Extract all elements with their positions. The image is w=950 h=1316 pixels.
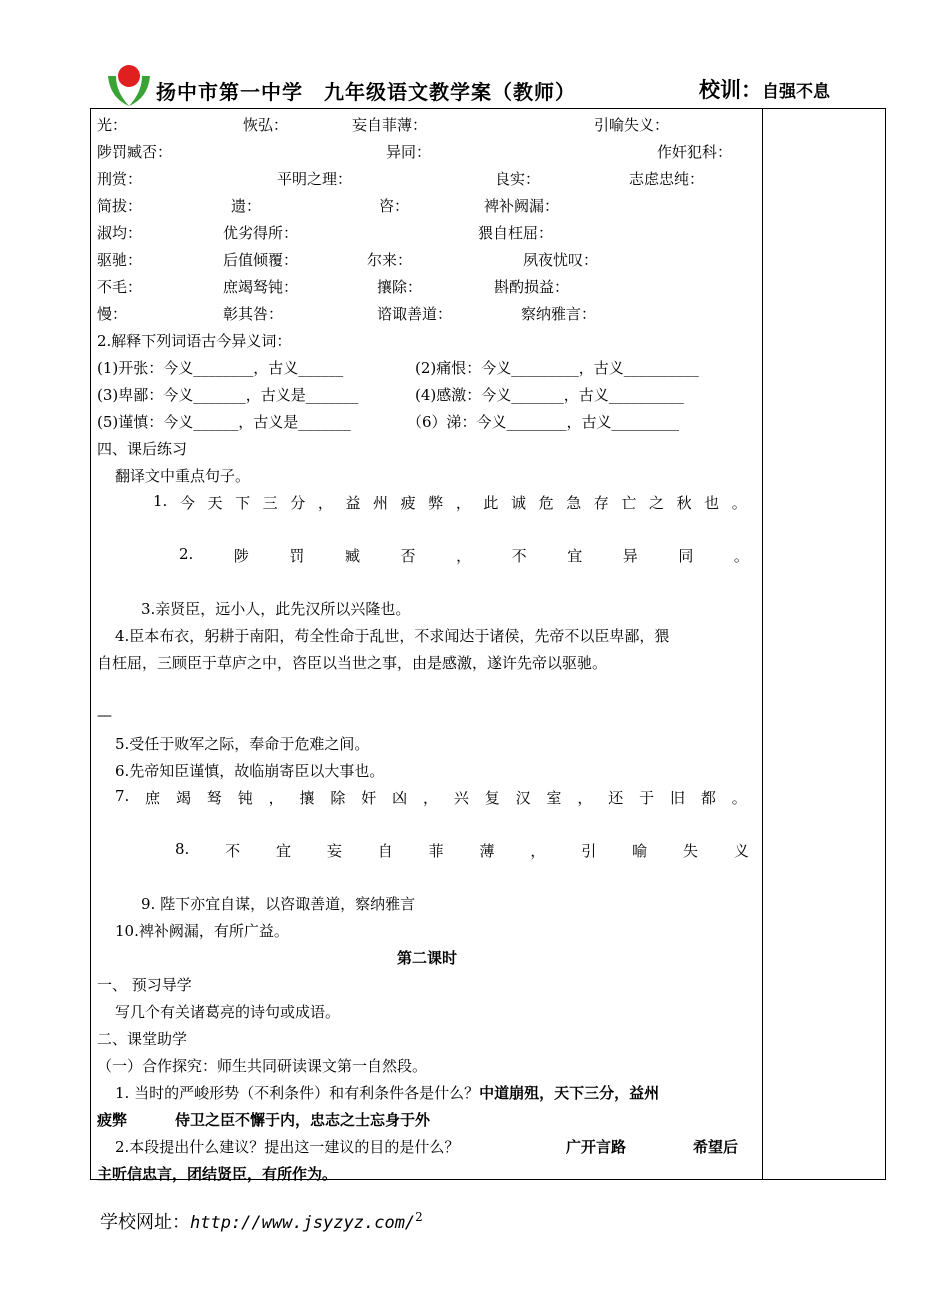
- char: 否: [400, 547, 416, 565]
- q2-item: (2)痛恨：今义_________，古义__________: [415, 359, 699, 377]
- vocab-item: 彰其咎：: [223, 305, 284, 323]
- question-1-answer: 中道崩殂，天下三分，益州: [479, 1084, 660, 1102]
- char: 此: [483, 494, 499, 512]
- sentence-4-line-2: 自枉屈，三顾臣于草庐之中，咨臣以当世之事，由是感激，遂许先帝以驱驰。: [97, 654, 608, 672]
- char: 都: [700, 789, 716, 807]
- char: 异: [622, 547, 638, 565]
- vocab-item: 光：: [97, 116, 128, 134]
- char: 之: [648, 494, 664, 512]
- page-footer: [100, 1208, 423, 1234]
- vocab-item: 作奸犯科：: [657, 143, 733, 161]
- char: 分: [290, 494, 306, 512]
- vocab-item: 遗：: [231, 197, 262, 215]
- char: 州: [373, 494, 389, 512]
- char: 菲: [428, 842, 444, 860]
- vocab-item: 妄自菲薄：: [352, 116, 428, 134]
- vocab-item: 慢：: [97, 305, 128, 323]
- char: 诚: [511, 494, 527, 512]
- char: 益: [345, 494, 361, 512]
- char: 妄: [326, 842, 342, 860]
- char: 引: [581, 842, 597, 860]
- char: 驽: [206, 789, 222, 807]
- char: ，: [423, 789, 439, 807]
- char: 7.: [115, 787, 130, 805]
- question-2-title: 2.解释下列词语古今异义词：: [97, 332, 292, 350]
- char: ，: [268, 789, 284, 807]
- char: 室: [546, 789, 562, 807]
- char: 薄: [479, 842, 495, 860]
- question-2-answer: 广开言路: [566, 1138, 627, 1156]
- char: 义: [733, 842, 749, 860]
- char: 竭: [176, 789, 192, 807]
- char: 存: [593, 494, 609, 512]
- char: 危: [538, 494, 554, 512]
- vocab-item: 猥自枉屈：: [478, 224, 554, 242]
- sentence-2: [179, 545, 749, 566]
- motto-label: 校训：: [699, 78, 762, 102]
- char: 疲: [400, 494, 416, 512]
- question-1-answer: 侍卫之臣不懈于内，忠志之士忘身于外: [175, 1111, 431, 1129]
- char: 旧: [670, 789, 686, 807]
- q2-item: (3)卑鄙：今义_______，古义是_______: [97, 386, 359, 404]
- table-column-divider: [762, 108, 763, 1180]
- char: 汉: [515, 789, 531, 807]
- char: 奸: [361, 789, 377, 807]
- vocab-item: 不毛：: [97, 278, 143, 296]
- sentence-10: 10.裨补阙漏，有所广益。: [115, 922, 289, 940]
- sentence-8: [175, 840, 749, 861]
- char: 。: [731, 494, 747, 512]
- q2-item: （6）涕：今义________，古义_________: [407, 413, 680, 431]
- vocab-item: 良实：: [495, 170, 541, 188]
- char: 凶: [392, 789, 408, 807]
- char: ，: [577, 789, 593, 807]
- lesson-2-task: 写几个有关诸葛亮的诗句或成语。: [115, 1003, 341, 1021]
- char: 还: [608, 789, 624, 807]
- char: 。: [731, 789, 747, 807]
- vocab-item: 平明之理：: [277, 170, 353, 188]
- lesson-2-heading-2: 二、课堂助学: [97, 1030, 188, 1048]
- char: 陟: [233, 547, 249, 565]
- vocab-item: 陟罚臧否：: [97, 143, 173, 161]
- q2-item: (5)谨慎：今义______，古义是_______: [97, 413, 351, 431]
- char: 于: [639, 789, 655, 807]
- footer-label: 学校网址：: [100, 1212, 190, 1233]
- question-1-line-2: [97, 1109, 431, 1130]
- vocab-item: 刑赏：: [97, 170, 143, 188]
- char: 复: [484, 789, 500, 807]
- char: 秋: [676, 494, 692, 512]
- vocab-item: 尔来：: [367, 251, 413, 269]
- vocab-item: 察纳雅言：: [521, 305, 597, 323]
- char: 不: [511, 547, 527, 565]
- char: 兴: [453, 789, 469, 807]
- char: 不: [225, 842, 241, 860]
- vocab-item: 驱驰：: [97, 251, 143, 269]
- char: 下: [235, 494, 251, 512]
- sentence-1: [153, 492, 747, 513]
- char: 臧: [344, 547, 360, 565]
- sentence-4-line-1: 4.臣本布衣，躬耕于南阳，苟全性命于乱世，不求闻达于诸侯，先帝不以臣卑鄙，猥: [115, 627, 670, 645]
- question-1-line-1: [115, 1082, 659, 1103]
- char: 攘: [299, 789, 315, 807]
- vocab-item: 优劣得所：: [223, 224, 299, 242]
- char: 天: [207, 494, 223, 512]
- char: 宜: [567, 547, 583, 565]
- vocab-item: 恢弘：: [243, 116, 289, 134]
- school-title: 扬中市第一中学 九年级语文教学案（教师）: [156, 80, 576, 104]
- vocab-item: 夙夜忧叹：: [523, 251, 599, 269]
- school-website-link[interactable]: http://www.jsyzyz.com/: [190, 1213, 416, 1233]
- char: 宜: [276, 842, 292, 860]
- char: 8.: [175, 840, 190, 858]
- dash-mark: —: [97, 706, 112, 724]
- sentence-7: [115, 787, 747, 808]
- char: ，: [530, 842, 546, 860]
- lesson-2-heading-1: 一、 预习导学: [97, 976, 192, 994]
- vocab-item: 攘除：: [377, 278, 423, 296]
- vocab-item: 淑均：: [97, 224, 143, 242]
- char: ，: [456, 547, 472, 565]
- vocab-item: 引喻失义：: [594, 116, 670, 134]
- page-number: 2: [415, 1210, 423, 1224]
- question-1-answer: 疲弊: [97, 1111, 128, 1129]
- section-4-heading: 四、课后练习: [97, 440, 188, 458]
- char: ，: [317, 494, 333, 512]
- char: 急: [566, 494, 582, 512]
- char: ，: [455, 494, 471, 512]
- question-2-answer: 希望后: [693, 1138, 739, 1156]
- school-logo-icon: [104, 62, 154, 108]
- vocab-item: 简拔：: [97, 197, 143, 215]
- vocab-item: 后值倾覆：: [223, 251, 299, 269]
- page-header: [100, 62, 852, 109]
- question-1-text: 1. 当时的严峻形势（不利条件）和有利条件各是什么？: [115, 1084, 480, 1102]
- lesson-2-title: 第二课时: [396, 949, 457, 967]
- sentence-9: 9. 陛下亦宜自谋，以咨诹善道，察纳雅言: [141, 895, 416, 913]
- q2-item: (4)感激：今义_______，古义__________: [415, 386, 684, 404]
- char: 钝: [237, 789, 253, 807]
- char: 也: [704, 494, 720, 512]
- section-4-intro: 翻译文中重点句子。: [115, 467, 251, 485]
- sentence-5: 5.受任于败军之际，奉命于危难之间。: [115, 735, 370, 753]
- char: 庶: [145, 789, 161, 807]
- motto-text: 自强不息: [762, 82, 830, 102]
- sentence-3: 3.亲贤臣，远小人，此先汉所以兴隆也。: [141, 600, 411, 618]
- char: 三: [262, 494, 278, 512]
- vocab-item: 裨补阙漏：: [484, 197, 560, 215]
- q2-item: (1)开张：今义________，古义______: [97, 359, 344, 377]
- char: 自: [377, 842, 393, 860]
- char: 除: [330, 789, 346, 807]
- vocab-item: 异同：: [386, 143, 432, 161]
- char: 罚: [289, 547, 305, 565]
- vocab-item: 咨：: [379, 197, 410, 215]
- char: 喻: [632, 842, 648, 860]
- char: 。: [733, 547, 749, 565]
- school-motto: [699, 74, 830, 104]
- lesson-2-subheading: （一）合作探究：师生共同研读课文第一自然段。: [97, 1057, 428, 1075]
- char: 今: [179, 494, 195, 512]
- char: 失: [683, 842, 699, 860]
- char: 亡: [621, 494, 637, 512]
- vocab-item: 谘诹善道：: [377, 305, 453, 323]
- sentence-6: 6.先帝知臣谨慎，故临崩寄臣以大事也。: [115, 762, 385, 780]
- char: 弊: [428, 494, 444, 512]
- char: 同: [678, 547, 694, 565]
- char: 2.: [179, 545, 194, 563]
- vocab-item: 志虑忠纯：: [629, 170, 705, 188]
- vocab-item: 庶竭驽钝：: [223, 278, 299, 296]
- vocab-item: 斟酌损益：: [494, 278, 570, 296]
- question-2-line-1: 2.本段提出什么建议？提出这一建议的目的是什么？: [115, 1138, 460, 1156]
- question-2-answer: 主听信忠言，团结贤臣，有所作为。: [97, 1165, 338, 1183]
- char: 1.: [153, 492, 168, 510]
